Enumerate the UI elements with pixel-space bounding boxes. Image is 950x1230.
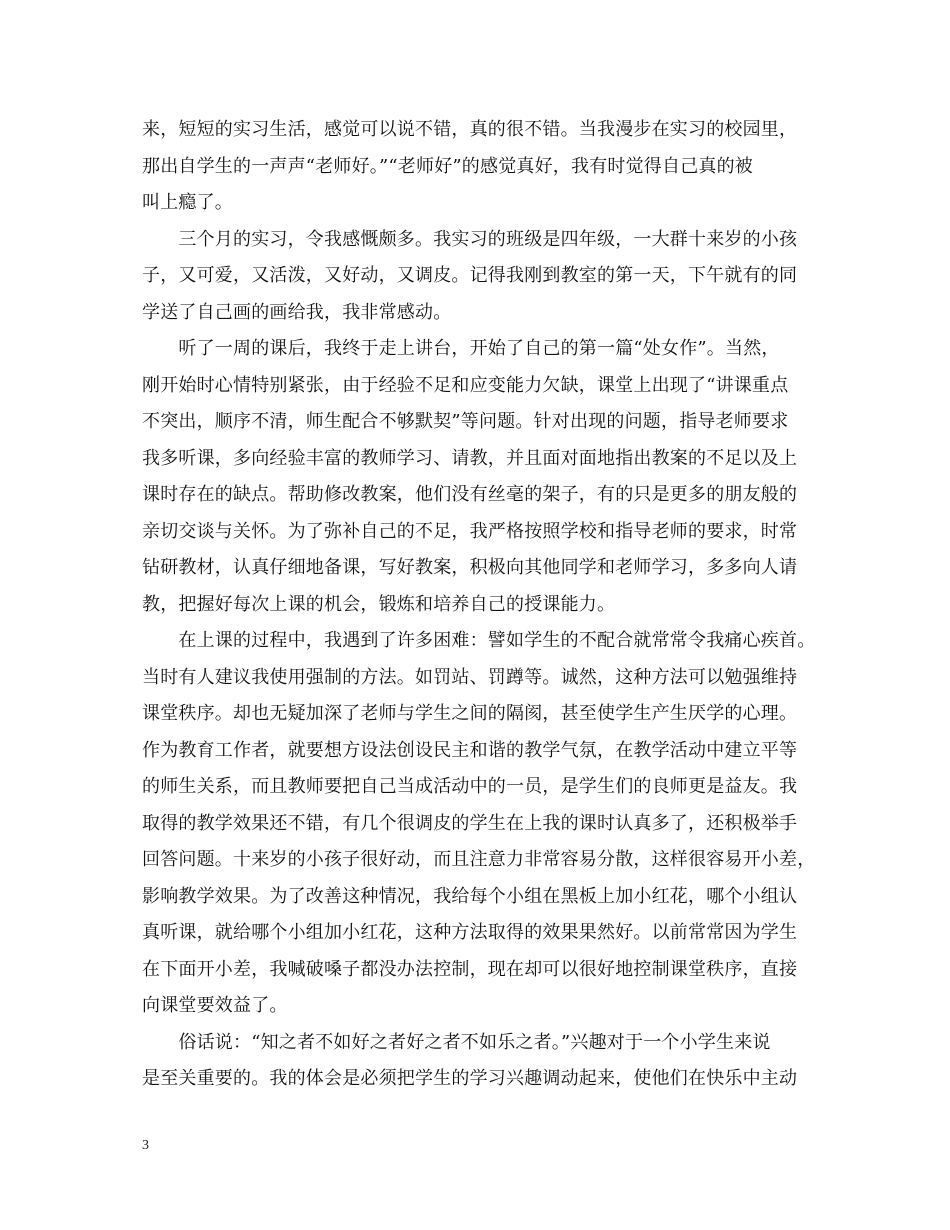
text-line: 听了一周的课后，我终于走上讲台，开始了自己的第一篇“处女作”。当然，	[142, 338, 780, 359]
text-line: 在下面开小差，我喊破嗓子都没办法控制，现在却可以很好地控制课堂秩序，直接	[142, 958, 798, 980]
text-line: 我多听课，多向经验丰富的教师学习、请教，并且面对面地指出教案的不足以及上	[142, 447, 798, 469]
page-number: 3	[142, 1138, 149, 1153]
text-line: 俗话说：“知之者不如好之者好之者不如乐之者。”兴趣对于一个小学生来说	[142, 1031, 771, 1053]
text-line: 不突出，顺序不清，师生配合不够默契”等问题。针对出现的问题，指导老师要求	[142, 411, 789, 432]
text-line: 学送了自己画的画给我，我非常感动。	[142, 301, 452, 323]
text-line: 三个月的实习，令我感慨颇多。我实习的班级是四年级，一大群十来岁的小孩	[142, 228, 798, 250]
text-line: 的师生关系，而且教师要把自己当成活动中的一员，是学生们的良师更是益友。我	[142, 776, 798, 797]
text-line: 向课堂要效益了。	[142, 995, 288, 1016]
text-line: 在上课的过程中，我遇到了许多困难：譬如学生的不配合就常常令我痛心疾首。	[142, 630, 816, 651]
text-line: 课时存在的缺点。帮助修改教案，他们没有丝毫的架子，有的只是更多的朋友般的	[142, 484, 798, 505]
text-line: 作为教育工作者，就要想方设法创设民主和谐的教学气氛，在教学活动中建立平等	[142, 739, 798, 761]
text-line: 当时有人建议我使用强制的方法。如罚站、罚蹲等。诚然，这种方法可以勉强维持	[142, 666, 798, 688]
text-line: 教，把握好每次上课的机会，锻炼和培养自己的授课能力。	[142, 593, 616, 615]
text-line: 那出自学生的一声声“老师好。”“老师好”的感觉真好，我有时觉得自己真的被	[142, 155, 754, 177]
text-line: 亲切交谈与关怀。为了弥补自己的不足，我严格按照学校和指导老师的要求，时常	[142, 520, 798, 542]
text-line: 子，又可爱，又活泼，又好动，又调皮。记得我刚到教室的第一天，下午就有的同	[142, 265, 798, 286]
text-line: 是至关重要的。我的体会是必须把学生的学习兴趣调动起来，使他们在快乐中主动	[142, 1068, 798, 1089]
text-line: 真听课，就给哪个小组加小红花，这种方法取得的效果果然好。以前常常因为学生	[142, 922, 798, 943]
text-line: 课堂秩序。却也无疑加深了老师与学生之间的隔阂，甚至使学生产生厌学的心理。	[142, 703, 798, 724]
text-line: 刚开始时心情特别紧张，由于经验不足和应变能力欠缺，课堂上出现了“讲课重点	[142, 374, 789, 396]
text-line: 叫上瘾了。	[142, 192, 233, 213]
text-line: 钻研教材，认真仔细地备课，写好教案，积极向其他同学和老师学习，多多向人请	[142, 557, 798, 578]
text-line: 回答问题。十来岁的小孩子很好动，而且注意力非常容易分散，这样很容易开小差，	[142, 849, 816, 870]
body-text	[142, 112, 822, 1098]
text-line: 影响教学效果。为了改善这种情况，我给每个小组在黑板上加小红花，哪个小组认	[142, 885, 798, 907]
text-line: 来，短短的实习生活，感觉可以说不错，真的很不错。当我漫步在实习的校园里，	[142, 119, 798, 140]
text-line: 取得的教学效果还不错，有几个很调皮的学生在上我的课时认真多了，还积极举手	[142, 812, 798, 834]
